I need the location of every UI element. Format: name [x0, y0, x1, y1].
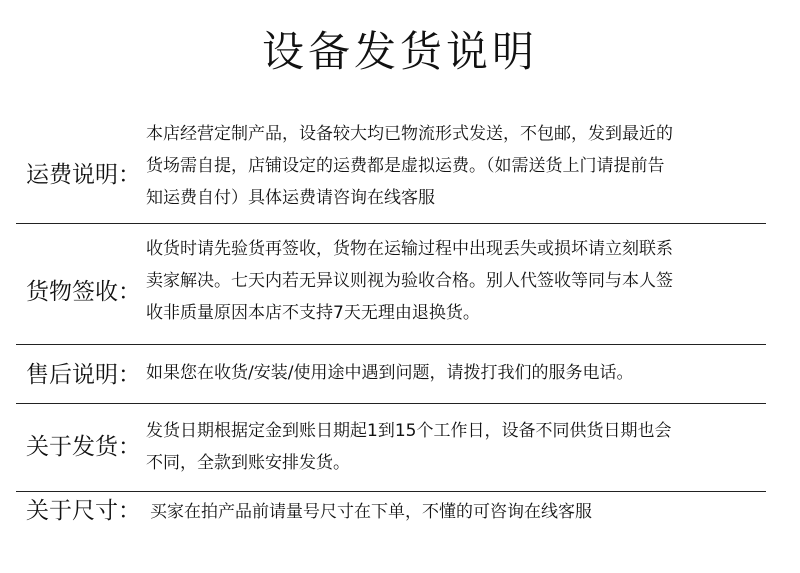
- page-title: 设备发货说明: [261, 27, 538, 76]
- body-line: 收非质量原因本店不支持7天无理由退换货。: [146, 303, 480, 323]
- section-divider: [16, 223, 766, 224]
- section-divider: [16, 403, 766, 404]
- body-line: 卖家解决。七天内若无异议则视为验收合格。别人代签收等同与本人签: [146, 271, 673, 291]
- section-body-shipping-fee: [146, 118, 746, 214]
- body-line: 不同，全款到账安排发货。: [146, 453, 350, 473]
- section-body-delivery: [146, 415, 746, 479]
- section-label-after-sales: 售后说明：: [26, 362, 141, 388]
- section-divider: [16, 344, 766, 345]
- section-label-size: 关于尺寸：: [26, 498, 141, 524]
- body-line: 本店经营定制产品，设备较大均已物流形式发送，不包邮，发到最近的: [146, 124, 673, 144]
- body-line: 发货日期根据定金到账日期起1到15个工作日，设备不同供货日期也会: [146, 421, 672, 441]
- section-divider: [16, 491, 766, 492]
- body-line: 收货时请先验货再签收，货物在运输过程中出现丢失或损坏请立刻联系: [146, 239, 673, 259]
- body-line: 如果您在收货/安装/使用途中遇到问题，请拨打我们的服务电话。: [146, 363, 634, 383]
- section-body-goods-receipt: [146, 233, 746, 329]
- section-body-size: [150, 496, 750, 528]
- body-line: 货场需自提，店铺设定的运费都是虚拟运费。（如需送货上门请提前告: [146, 156, 665, 176]
- body-line: 知运费自付）具体运费请咨询在线客服: [146, 188, 435, 208]
- section-label-shipping-fee: 运费说明：: [26, 162, 141, 188]
- body-line: 买家在拍产品前请量号尺寸在下单，不懂的可咨询在线客服: [150, 502, 592, 522]
- section-label-delivery: 关于发货：: [26, 434, 141, 460]
- section-label-goods-receipt: 货物签收：: [26, 279, 141, 305]
- section-body-after-sales: [146, 357, 746, 389]
